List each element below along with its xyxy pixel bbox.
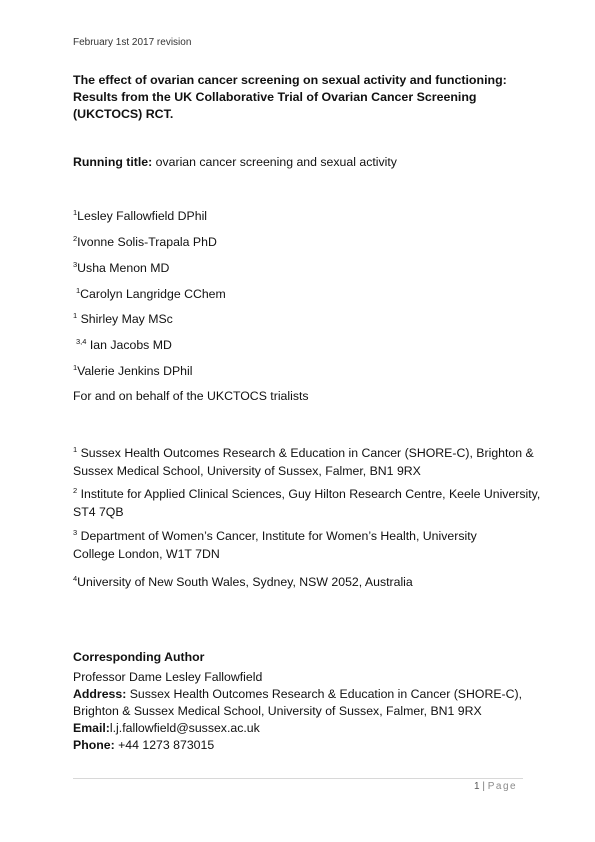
affiliation-text: University of New South Wales, Sydney, NSW 2052, Australia (77, 575, 413, 589)
author-name: Valerie Jenkins DPhil (77, 364, 193, 378)
affiliation-2 (73, 482, 543, 521)
affiliation-text: Sussex Health Outcomes Research & Education in Cancer (SHORE-C), Brighton & Sussex Medical School, University of Sussex, Falmer, BN1 9RX (73, 446, 534, 478)
author-name: Carolyn Langridge CChem (80, 287, 226, 301)
page-number (474, 781, 517, 792)
affiliation-1 (73, 441, 543, 480)
author-1 (73, 208, 207, 223)
corresponding-email (73, 720, 543, 737)
revision-header: February 1st 2017 revision (73, 37, 192, 48)
affiliation-text: Institute for Applied Clinical Sciences, Guy Hilton Research Centre, Keele University, ST4 7QB (73, 487, 541, 519)
paper-title: The effect of ovarian cancer screening on sexual activity and functioning: Results from the UK Collaborative Trial of Ovarian Cancer Screening (UKCTOCS) RCT. (73, 73, 507, 121)
page-separator: | (482, 781, 485, 792)
author-affiliation-sup: 3,4 (76, 337, 87, 346)
author-7 (73, 363, 192, 378)
author-4 (76, 286, 226, 301)
author-3 (73, 260, 169, 275)
author-affiliation-sup: 3 (73, 260, 78, 269)
affiliation-sup: 2 (73, 486, 78, 495)
affiliation-text: Department of Women’s Cancer, Institute for Women’s Health, University College London, W1T 7DN (73, 529, 477, 561)
corresponding-author-heading: Corresponding Author (73, 650, 205, 664)
author-name: Ian Jacobs MD (86, 338, 172, 352)
author-affiliation-sup: 1 (73, 363, 78, 372)
author-name: Shirley May MSc (77, 312, 173, 326)
running-title (73, 155, 397, 169)
author-5 (73, 311, 173, 326)
author-affiliation-sup: 2 (73, 234, 78, 243)
email-label: Email: (73, 721, 110, 735)
author-6 (76, 337, 172, 352)
on-behalf-line: For and on behalf of the UKCTOCS trialists (73, 389, 309, 403)
author-name: Usha Menon MD (77, 261, 170, 275)
running-title-text: ovarian cancer screening and sexual activity (152, 155, 397, 169)
author-affiliation-sup: 1 (73, 208, 78, 217)
affiliation-sup: 4 (73, 574, 78, 583)
page-number-value: 1 (474, 781, 480, 792)
running-title-label: Running title: (73, 155, 153, 169)
email-value: l.j.fallowfield@sussex.ac.uk (109, 721, 260, 735)
affiliation-3 (73, 524, 478, 563)
corresponding-phone (73, 737, 543, 754)
author-2 (73, 234, 217, 249)
address-label: Address: (73, 687, 127, 701)
corresponding-author-block (73, 669, 543, 754)
address-text: Sussex Health Outcomes Research & Education in Cancer (SHORE-C), Brighton & Sussex Medical School, University of Sussex, Falmer, BN1 9RX (73, 687, 523, 718)
footer-divider (73, 778, 523, 779)
author-name: Lesley Fallowfield DPhil (77, 209, 208, 223)
author-name: Ivonne Solis-Trapala PhD (77, 235, 217, 249)
author-affiliation-sup: 1 (76, 286, 81, 295)
corresponding-address (73, 686, 543, 720)
affiliation-4 (73, 570, 543, 591)
affiliation-sup: 3 (73, 528, 78, 537)
corresponding-author-name: Professor Dame Lesley Fallowfield (73, 670, 263, 684)
page-word: Page (487, 781, 518, 792)
phone-label: Phone: (73, 738, 115, 752)
author-affiliation-sup: 1 (73, 311, 78, 320)
phone-value: +44 1273 873015 (114, 738, 215, 752)
affiliation-sup: 1 (73, 445, 78, 454)
